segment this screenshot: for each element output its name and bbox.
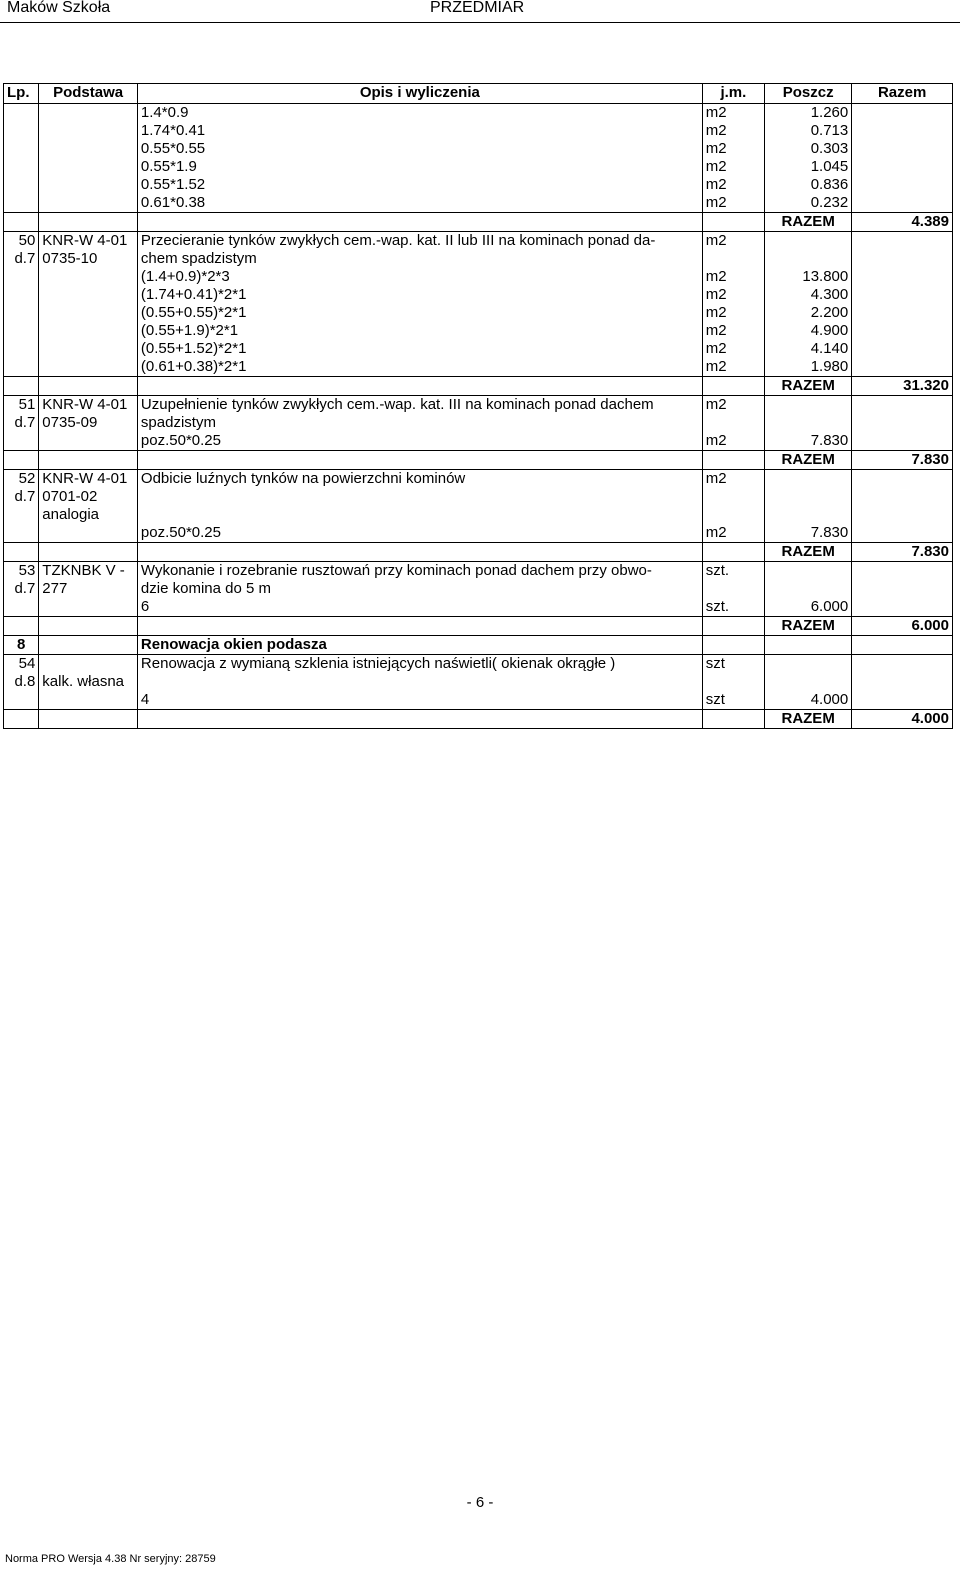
table-row (4, 340, 953, 358)
sum-label: RAZEM (765, 213, 852, 232)
unit: m2 (702, 232, 764, 251)
position-row (4, 232, 953, 251)
table-row (4, 673, 953, 691)
chapter-ref: d.7 (4, 488, 39, 506)
col-podstawa-header: Podstawa (39, 84, 138, 104)
unit: szt. (702, 598, 764, 617)
sum-label: RAZEM (765, 377, 852, 396)
table-row (4, 304, 953, 322)
sum-label: RAZEM (765, 451, 852, 470)
sum-row (4, 543, 953, 562)
table-row (4, 432, 953, 451)
partial-value: 4.000 (765, 691, 852, 710)
unit: m2 (702, 194, 764, 213)
position-row (4, 470, 953, 489)
col-razem-header: Razem (852, 84, 953, 104)
unit: szt (702, 655, 764, 674)
header-rule (0, 22, 960, 23)
unit: m2 (702, 140, 764, 158)
unit: szt (702, 691, 764, 710)
table-row (4, 580, 953, 598)
sum-label: RAZEM (765, 710, 852, 729)
chapter-ref: d.7 (4, 414, 39, 432)
basis-code: KNR-W 4-01 (39, 470, 138, 489)
cost-estimate-table (3, 83, 953, 729)
unit: m2 (702, 304, 764, 322)
partial-value: 0.303 (765, 140, 852, 158)
calc-text: (0.55+1.9)*2*1 (137, 322, 702, 340)
document-title: PRZEDMIAR (430, 0, 525, 16)
unit: m2 (702, 340, 764, 358)
position-number: 53 (4, 562, 39, 581)
basis-code: KNR-W 4-01 (39, 396, 138, 415)
calc-text: (0.55+1.52)*2*1 (137, 340, 702, 358)
col-jm-header: j.m. (702, 84, 764, 104)
sum-value: 4.000 (852, 710, 953, 729)
partial-value: 6.000 (765, 598, 852, 617)
calc-text: poz.50*0.25 (137, 524, 702, 543)
position-description: Przecieranie tynków zwykłych cem.-wap. kat. II lub III na kominach ponad da- (137, 232, 702, 251)
table-row (4, 286, 953, 304)
partial-value: 7.830 (765, 524, 852, 543)
partial-value: 0.232 (765, 194, 852, 213)
calc-text: (0.55+0.55)*2*1 (137, 304, 702, 322)
position-row (4, 396, 953, 415)
partial-value: 4.140 (765, 340, 852, 358)
sum-row (4, 617, 953, 636)
unit: m2 (702, 322, 764, 340)
partial-value: 1.980 (765, 358, 852, 377)
table-row (4, 104, 953, 123)
calc-text: 1.4*0.9 (137, 104, 702, 123)
page-number: - 6 - (466, 1494, 494, 1511)
section-title: Renowacja okien podasza (137, 636, 702, 655)
table-header-row (4, 84, 953, 104)
basis-code: kalk. własna (39, 673, 138, 691)
chapter-ref: d.7 (4, 250, 39, 268)
basis-code: TZKNBK V - (39, 562, 138, 581)
sum-value: 31.320 (852, 377, 953, 396)
unit: m2 (702, 358, 764, 377)
calc-text: 6 (137, 598, 702, 617)
table-row (4, 322, 953, 340)
sum-value: 4.389 (852, 213, 953, 232)
partial-value: 2.200 (765, 304, 852, 322)
calc-text: 0.55*1.52 (137, 176, 702, 194)
position-description: Wykonanie i rozebranie rusztowań przy kominach ponad dachem przy obwo- (137, 562, 702, 581)
position-number: 50 (4, 232, 39, 251)
position-number: 51 (4, 396, 39, 415)
calc-text: 4 (137, 691, 702, 710)
table-row (4, 194, 953, 213)
partial-value: 4.900 (765, 322, 852, 340)
partial-value: 4.300 (765, 286, 852, 304)
calc-text: poz.50*0.25 (137, 432, 702, 451)
sum-row (4, 451, 953, 470)
col-lp-header: Lp. (4, 84, 39, 104)
table-row (4, 250, 953, 268)
unit: m2 (702, 470, 764, 489)
calc-text: (1.4+0.9)*2*3 (137, 268, 702, 286)
table-row (4, 140, 953, 158)
sum-label: RAZEM (765, 617, 852, 636)
sum-row (4, 377, 953, 396)
basis-code: 0701-02 (39, 488, 138, 506)
basis-note: analogia (39, 506, 138, 524)
calc-text: 1.74*0.41 (137, 122, 702, 140)
partial-value: 7.830 (765, 432, 852, 451)
position-number: 52 (4, 470, 39, 489)
basis-code: KNR-W 4-01 (39, 232, 138, 251)
calc-text: (1.74+0.41)*2*1 (137, 286, 702, 304)
unit: szt. (702, 562, 764, 581)
basis-code: 0735-10 (39, 250, 138, 268)
position-number: 54 (4, 655, 39, 674)
table-row (4, 414, 953, 432)
section-row (4, 636, 953, 655)
sum-value: 7.830 (852, 543, 953, 562)
position-row (4, 655, 953, 674)
unit: m2 (702, 158, 764, 176)
table-row (4, 358, 953, 377)
table-row (4, 488, 953, 506)
position-description: chem spadzistym (137, 250, 702, 268)
table-row (4, 691, 953, 710)
sum-row (4, 710, 953, 729)
unit: m2 (702, 176, 764, 194)
position-description: Odbicie luźnych tynków na powierzchni kominów (137, 470, 702, 489)
unit: m2 (702, 396, 764, 415)
calc-text: 0.61*0.38 (137, 194, 702, 213)
unit: m2 (702, 286, 764, 304)
sum-value: 7.830 (852, 451, 953, 470)
page-header (0, 0, 960, 22)
partial-value: 0.836 (765, 176, 852, 194)
table-row (4, 176, 953, 194)
unit: m2 (702, 432, 764, 451)
section-number: 8 (4, 636, 39, 655)
partial-value: 1.045 (765, 158, 852, 176)
position-description: dzie komina do 5 m (137, 580, 702, 598)
position-description: Renowacja z wymianą szklenia istniejących naświetli( okienak okrągłe ) (137, 655, 702, 674)
basis-code: 277 (39, 580, 138, 598)
unit: m2 (702, 268, 764, 286)
col-poszcz-header: Poszcz (765, 84, 852, 104)
table-row (4, 268, 953, 286)
sum-label: RAZEM (765, 543, 852, 562)
partial-value: 1.260 (765, 104, 852, 123)
unit: m2 (702, 122, 764, 140)
position-description: Uzupełnienie tynków zwykłych cem.-wap. kat. III na kominach ponad dachem (137, 396, 702, 415)
table-row (4, 158, 953, 176)
calc-text: (0.61+0.38)*2*1 (137, 358, 702, 377)
table-row (4, 524, 953, 543)
chapter-ref: d.8 (4, 673, 39, 691)
sum-row (4, 213, 953, 232)
partial-value: 13.800 (765, 268, 852, 286)
sum-value: 6.000 (852, 617, 953, 636)
position-description: spadzistym (137, 414, 702, 432)
position-row (4, 562, 953, 581)
calc-text: 0.55*1.9 (137, 158, 702, 176)
software-footer: Norma PRO Wersja 4.38 Nr seryjny: 28759 (5, 1553, 216, 1565)
chapter-ref: d.7 (4, 580, 39, 598)
unit: m2 (702, 104, 764, 123)
unit: m2 (702, 524, 764, 543)
table-row (4, 122, 953, 140)
table-row (4, 506, 953, 524)
company-name: Maków Szkoła (7, 0, 111, 16)
calc-text: 0.55*0.55 (137, 140, 702, 158)
table-row (4, 598, 953, 617)
col-opis-header: Opis i wyliczenia (137, 84, 702, 104)
basis-code: 0735-09 (39, 414, 138, 432)
partial-value: 0.713 (765, 122, 852, 140)
